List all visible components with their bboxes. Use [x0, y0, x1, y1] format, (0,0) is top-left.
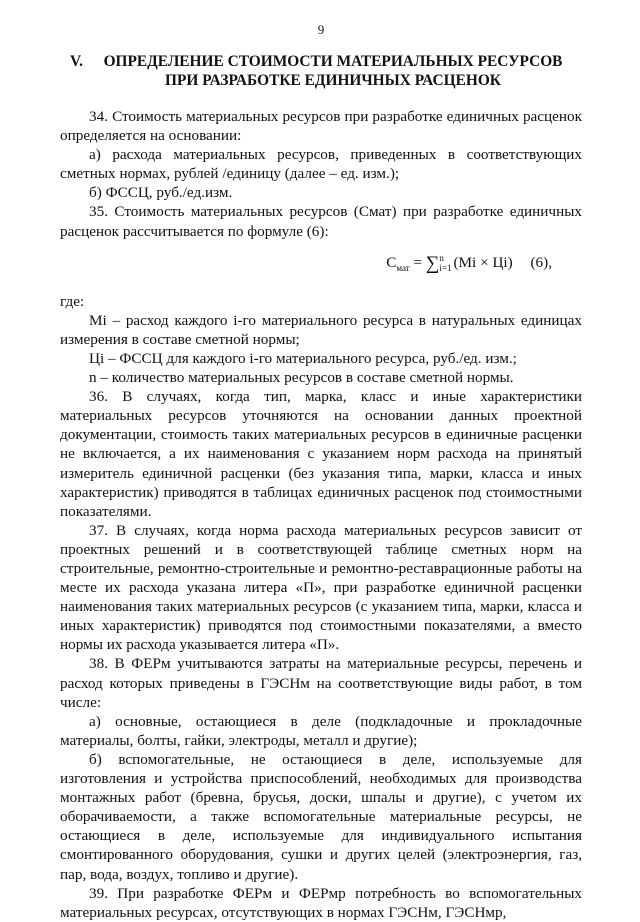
formula-tag: (6), [530, 253, 552, 271]
where-label: где: [60, 292, 85, 310]
definition-m: Мi – расход каждого i-го материального ресурса в натуральных единицах измерения в составе сметной нормы; [60, 311, 582, 348]
paragraph-38: 38. В ФЕРм учитываются затраты на материальные ресурсы, перечень и расход которых приведены в ГЭСНм на соответствующие виды работ, в том числе: [60, 655, 582, 711]
section-title [60, 52, 582, 90]
paragraph-35: 35. Стоимость материальных ресурсов (Смат) при разработке единичных расценок рассчитывается по формуле (6): [60, 203, 582, 240]
formula-expression [386, 251, 512, 280]
formula-lhs: С [386, 253, 397, 271]
paragraph-37: 37. В случаях, когда норма расхода материальных ресурсов зависит от проектных решений и в соответствующей таблице сметных норм на строительные, ремонтно-строительные и ремонтно-реставрационные работы на месте их расхода указана литера «П», при разработке единичной расценки наименования таких материальных ресурсов (с указанием типа, марки, класса и иных характеристик) приводятся под стоимостными показателями, а вместо нормы их расхода указывается литера «П». [60, 521, 582, 654]
sum-upper: n [439, 253, 444, 264]
sum-lower: i=1 [439, 263, 452, 274]
paragraph-34a: а) расхода материальных ресурсов, приведенных в соответствующих сметных нормах, рублей /единицу (далее – ед. изм.); [60, 146, 582, 183]
section-title-line-1: ОПРЕДЕЛЕНИЕ СТОИМОСТИ МАТЕРИАЛЬНЫХ РЕСУРСОВ [103, 53, 563, 70]
sum-icon: ∑ [425, 252, 440, 274]
paragraph-38b: б) вспомогательные, не остающиеся в деле, используемые для изготовления и устройства приспособлений, необходимых для производства монтажных работ (бревна, брусья, доски, шпалы и другие), с учетом их оборачиваемости, а также вспомогательные материальные ресурсы, не остающиеся в деле, используемые для индивидуального испытания смонтированного оборудования, сушки и других целей (электроэнергия, газ, пар, вода, воздух, топливо и другие). [60, 750, 582, 883]
definition-c: Цi – ФССЦ для каждого i-го материального ресурса, руб./ед. изм.; [89, 349, 517, 367]
paragraph-34b: б) ФССЦ, руб./ед.изм. [89, 184, 233, 202]
sum-limits [439, 253, 451, 273]
definition-n: n – количество материальных ресурсов в составе сметной нормы. [89, 369, 514, 387]
formula-lhs-sub: мат [396, 262, 410, 273]
paragraph-34: 34. Стоимость материальных ресурсов при разработке единичных расценок определяется на основании: [60, 108, 582, 145]
paragraph-38a: а) основные, остающиеся в деле (подкладочные и прокладочные материалы, болты, гайки, электроды, металл и другие); [60, 712, 582, 749]
paragraph-36: 36. В случаях, когда тип, марка, класс и иные характеристики материальных ресурсов уточняются на основании данных проектной документации, стоимость таких материальных ресурсов в единичные расценки не включается, а их наименования с указанием норм расхода на принятый измеритель единичной расценки (без указания типа, марки, класса и иных характеристик) приводятся в таблицах единичных расценок под стоимостными показателями. [60, 388, 582, 520]
section-title-line-2: ПРИ РАЗРАБОТКЕ ЕДИНИЧНЫХ РАСЦЕНОК [165, 72, 501, 89]
formula-equals: = [413, 253, 423, 271]
page-number: 9 [317, 22, 325, 37]
formula-body: (Мi × Цi) [453, 253, 513, 271]
formula-6 [60, 251, 582, 280]
paragraph-39: 39. При разработке ФЕРм и ФЕРмр потребность во вспомогательных материальных ресурсах, отсутствующих в нормах ГЭСНм, ГЭСНмр, [60, 884, 582, 921]
section-number: V. [70, 53, 83, 70]
